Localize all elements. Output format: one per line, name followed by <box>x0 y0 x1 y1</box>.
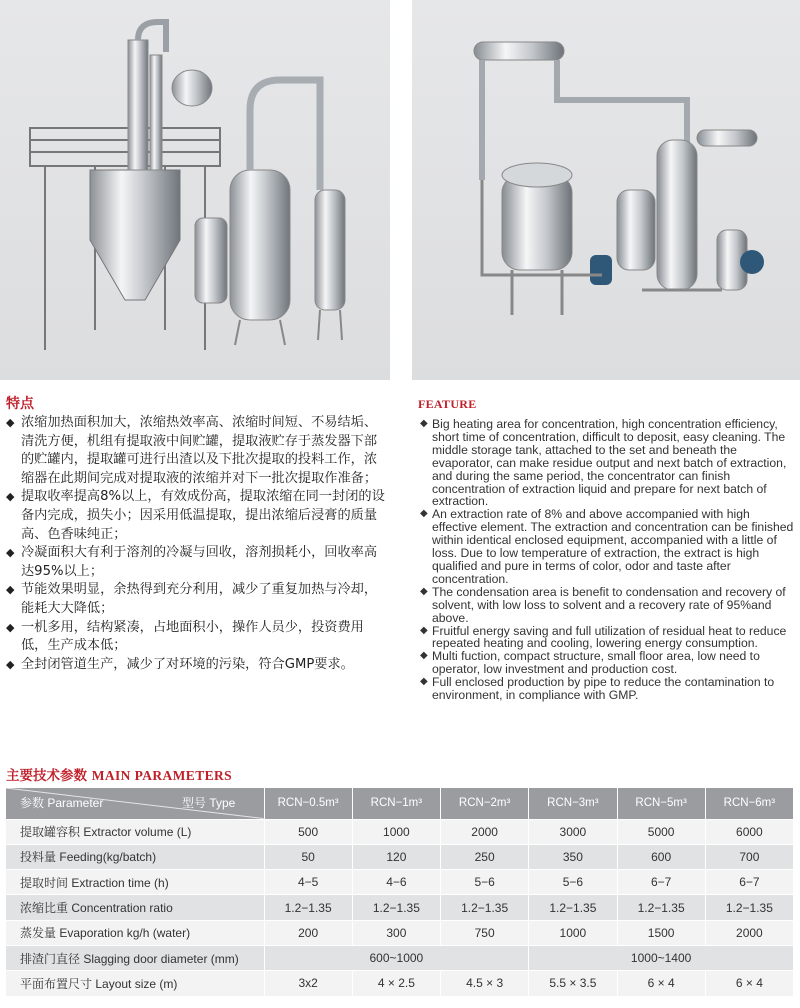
row-label: 平面布置尺寸 Layout size (m) <box>6 971 264 996</box>
parameters-table <box>6 788 794 997</box>
table-cell: 5.5 × 3.5 <box>529 971 617 996</box>
row-label: 排渣门直径 Slagging door diameter (mm) <box>6 945 264 970</box>
table-cell: 1.2−1.35 <box>441 895 529 920</box>
list-item: ◆ 节能效果明显，余热得到充分利用，减少了重复加热与冷却，能耗大大降低； <box>6 581 390 618</box>
table-cell: 5−6 <box>441 870 529 895</box>
table-cell: 6 × 4 <box>617 971 705 996</box>
table-cell: 2000 <box>441 819 529 844</box>
table-corner-cell: 参数 Parameter 型号 Type <box>6 788 264 819</box>
table-cell: 600 <box>617 844 705 869</box>
table-row <box>6 895 794 920</box>
list-item: ◆ An extraction rate of 8% and above accompanied with high effective element. The extraction and concentration can be finished within identical enclosed equipment, accompanied with a little of loss. Due to low temperature of extraction, the extract is high qualified and pure in terms of color, odor and taste after concentration. <box>420 507 794 586</box>
table-cell: 4−6 <box>352 870 440 895</box>
diamond-bullet-icon: ◆ <box>420 624 428 636</box>
table-cell: 750 <box>441 920 529 945</box>
table-cell: 500 <box>264 819 352 844</box>
table-cell: 6−7 <box>617 870 705 895</box>
table-row <box>6 971 794 996</box>
table-cell: 1.2−1.35 <box>705 895 793 920</box>
list-item: ◆ Full enclosed production by pipe to reduce the contamination to environment, in compliance with GMP. <box>420 675 775 703</box>
en-features-heading: FEATURE <box>418 397 477 411</box>
model-header: RCN−0.5m³ <box>264 788 352 819</box>
table-cell: 4 × 2.5 <box>352 971 440 996</box>
diamond-bullet-icon: ◆ <box>6 416 15 429</box>
row-label: 提取时间 Extraction time (h) <box>6 870 264 895</box>
diamond-bullet-icon: ◆ <box>6 657 15 671</box>
table-cell: 3000 <box>529 819 617 844</box>
diamond-bullet-icon: ◆ <box>6 490 15 504</box>
table-cell: 350 <box>529 844 617 869</box>
table-cell: 300 <box>352 920 440 945</box>
row-label: 提取罐容积 Extractor volume (L) <box>6 819 264 844</box>
model-header: RCN−1m³ <box>352 788 440 819</box>
diamond-bullet-icon: ◆ <box>6 583 15 597</box>
table-cell: 6−7 <box>705 870 793 895</box>
equipment-photo-right <box>412 0 800 380</box>
diamond-bullet-icon: ◆ <box>6 620 15 634</box>
table-cell: 1000 <box>529 920 617 945</box>
table-cell: 1.2−1.35 <box>617 895 705 920</box>
cn-features-list <box>6 414 390 674</box>
equipment-photo-left <box>0 0 390 380</box>
list-item: ◆ 冷凝面积大有利于溶剂的冷凝与回收，溶剂损耗小，回收率高达95%以上； <box>6 544 390 581</box>
list-item: ◆ Multi fuction, compact structure, small floor area, low need to operator, low investment and production cost. <box>420 649 760 677</box>
table-cell: 1.2−1.35 <box>529 895 617 920</box>
model-header: RCN−2m³ <box>441 788 529 819</box>
list-item: ◆ 一机多用，结构紧凑，占地面积小，操作人员少，投资费用低，生产成本低； <box>6 619 390 656</box>
table-cell: 6000 <box>705 819 793 844</box>
table-row <box>6 844 794 869</box>
table-cell: 6 × 4 <box>705 971 793 996</box>
table-row <box>6 945 794 970</box>
table-row <box>6 819 794 844</box>
table-cell: 1.2−1.35 <box>352 895 440 920</box>
table-cell: 250 <box>441 844 529 869</box>
diamond-bullet-icon: ◆ <box>420 508 428 520</box>
table-cell: 5−6 <box>529 870 617 895</box>
extraction-unit-illustration <box>412 0 800 380</box>
en-features-list <box>420 418 796 702</box>
concentrator-unit-illustration <box>0 0 390 380</box>
table-cell: 1000 <box>352 819 440 844</box>
diamond-bullet-icon: ◆ <box>6 546 15 560</box>
cn-features-heading: 特点 <box>6 396 34 412</box>
table-cell-merged: 600~1000 <box>264 945 529 970</box>
table-row <box>6 920 794 945</box>
table-cell: 120 <box>352 844 440 869</box>
list-item: ◆ Fruitful energy saving and full utilization of residual heat to reduce repeated heating and cooling, lowering energy consumption. <box>420 623 787 651</box>
table-header-row <box>6 788 794 819</box>
model-header: RCN−6m³ <box>705 788 793 819</box>
table-cell: 4.5 × 3 <box>441 971 529 996</box>
table-cell: 50 <box>264 844 352 869</box>
row-label: 蒸发量 Evaporation kg/h (water) <box>6 920 264 945</box>
diamond-bullet-icon: ◆ <box>420 418 428 429</box>
table-cell: 5000 <box>617 819 705 844</box>
table-cell: 700 <box>705 844 793 869</box>
table-cell: 2000 <box>705 920 793 945</box>
model-header: RCN−5m³ <box>617 788 705 819</box>
table-row <box>6 870 794 895</box>
table-cell: 1500 <box>617 920 705 945</box>
row-label: 浓缩比重 Concentration ratio <box>6 895 264 920</box>
list-item: ◆ 全封闭管道生产，减少了对环境的污染，符合GMP要求。 <box>6 656 390 675</box>
row-label: 投料量 Feeding(kg/batch) <box>6 844 264 869</box>
table-cell: 1.2−1.35 <box>264 895 352 920</box>
diamond-bullet-icon: ◆ <box>420 676 428 688</box>
diamond-bullet-icon: ◆ <box>420 585 428 597</box>
table-cell: 4−5 <box>264 870 352 895</box>
list-item: ◆ 浓缩加热面积加大，浓缩热效率高、浓缩时间短、不易结垢、清洗方便，机组有提取液中间贮罐，提取液贮存于蒸发器下部的贮罐内，提取罐可进行出渣以及下批次提取的投料工作，浓缩器在此期间完成对提取液的浓缩并对下一批次提取作准备； <box>6 414 390 488</box>
list-item: ◆ The condensation area is benefit to condensation and recovery of solvent, with low loss to solvent and a recovery rate of 95%and above. <box>420 584 786 625</box>
parameters-heading: 主要技术参数 MAIN PARAMETERS <box>6 768 233 784</box>
list-item: ◆ 提取收率提高8%以上，有效成份高，提取浓缩在同一封闭的设备内完成，损失小；因采用低温提取，提出浓缩后浸膏的质量高、色香味纯正； <box>6 488 390 544</box>
list-item: ◆ Big heating area for concentration, high concentration efficiency, short time of concentration, difficult to deposit, easy cleaning. The middle storage tank, attached to the set and beneath the evaporator, can make residue output and next batch of extraction, and during the same period, the concentrator can finish concentration of extraction liquid and prepare for next batch of extraction. <box>420 417 787 509</box>
diamond-bullet-icon: ◆ <box>420 650 428 662</box>
table-cell-merged: 1000~1400 <box>529 945 794 970</box>
table-cell: 3x2 <box>264 971 352 996</box>
table-cell: 200 <box>264 920 352 945</box>
model-header: RCN−3m³ <box>529 788 617 819</box>
